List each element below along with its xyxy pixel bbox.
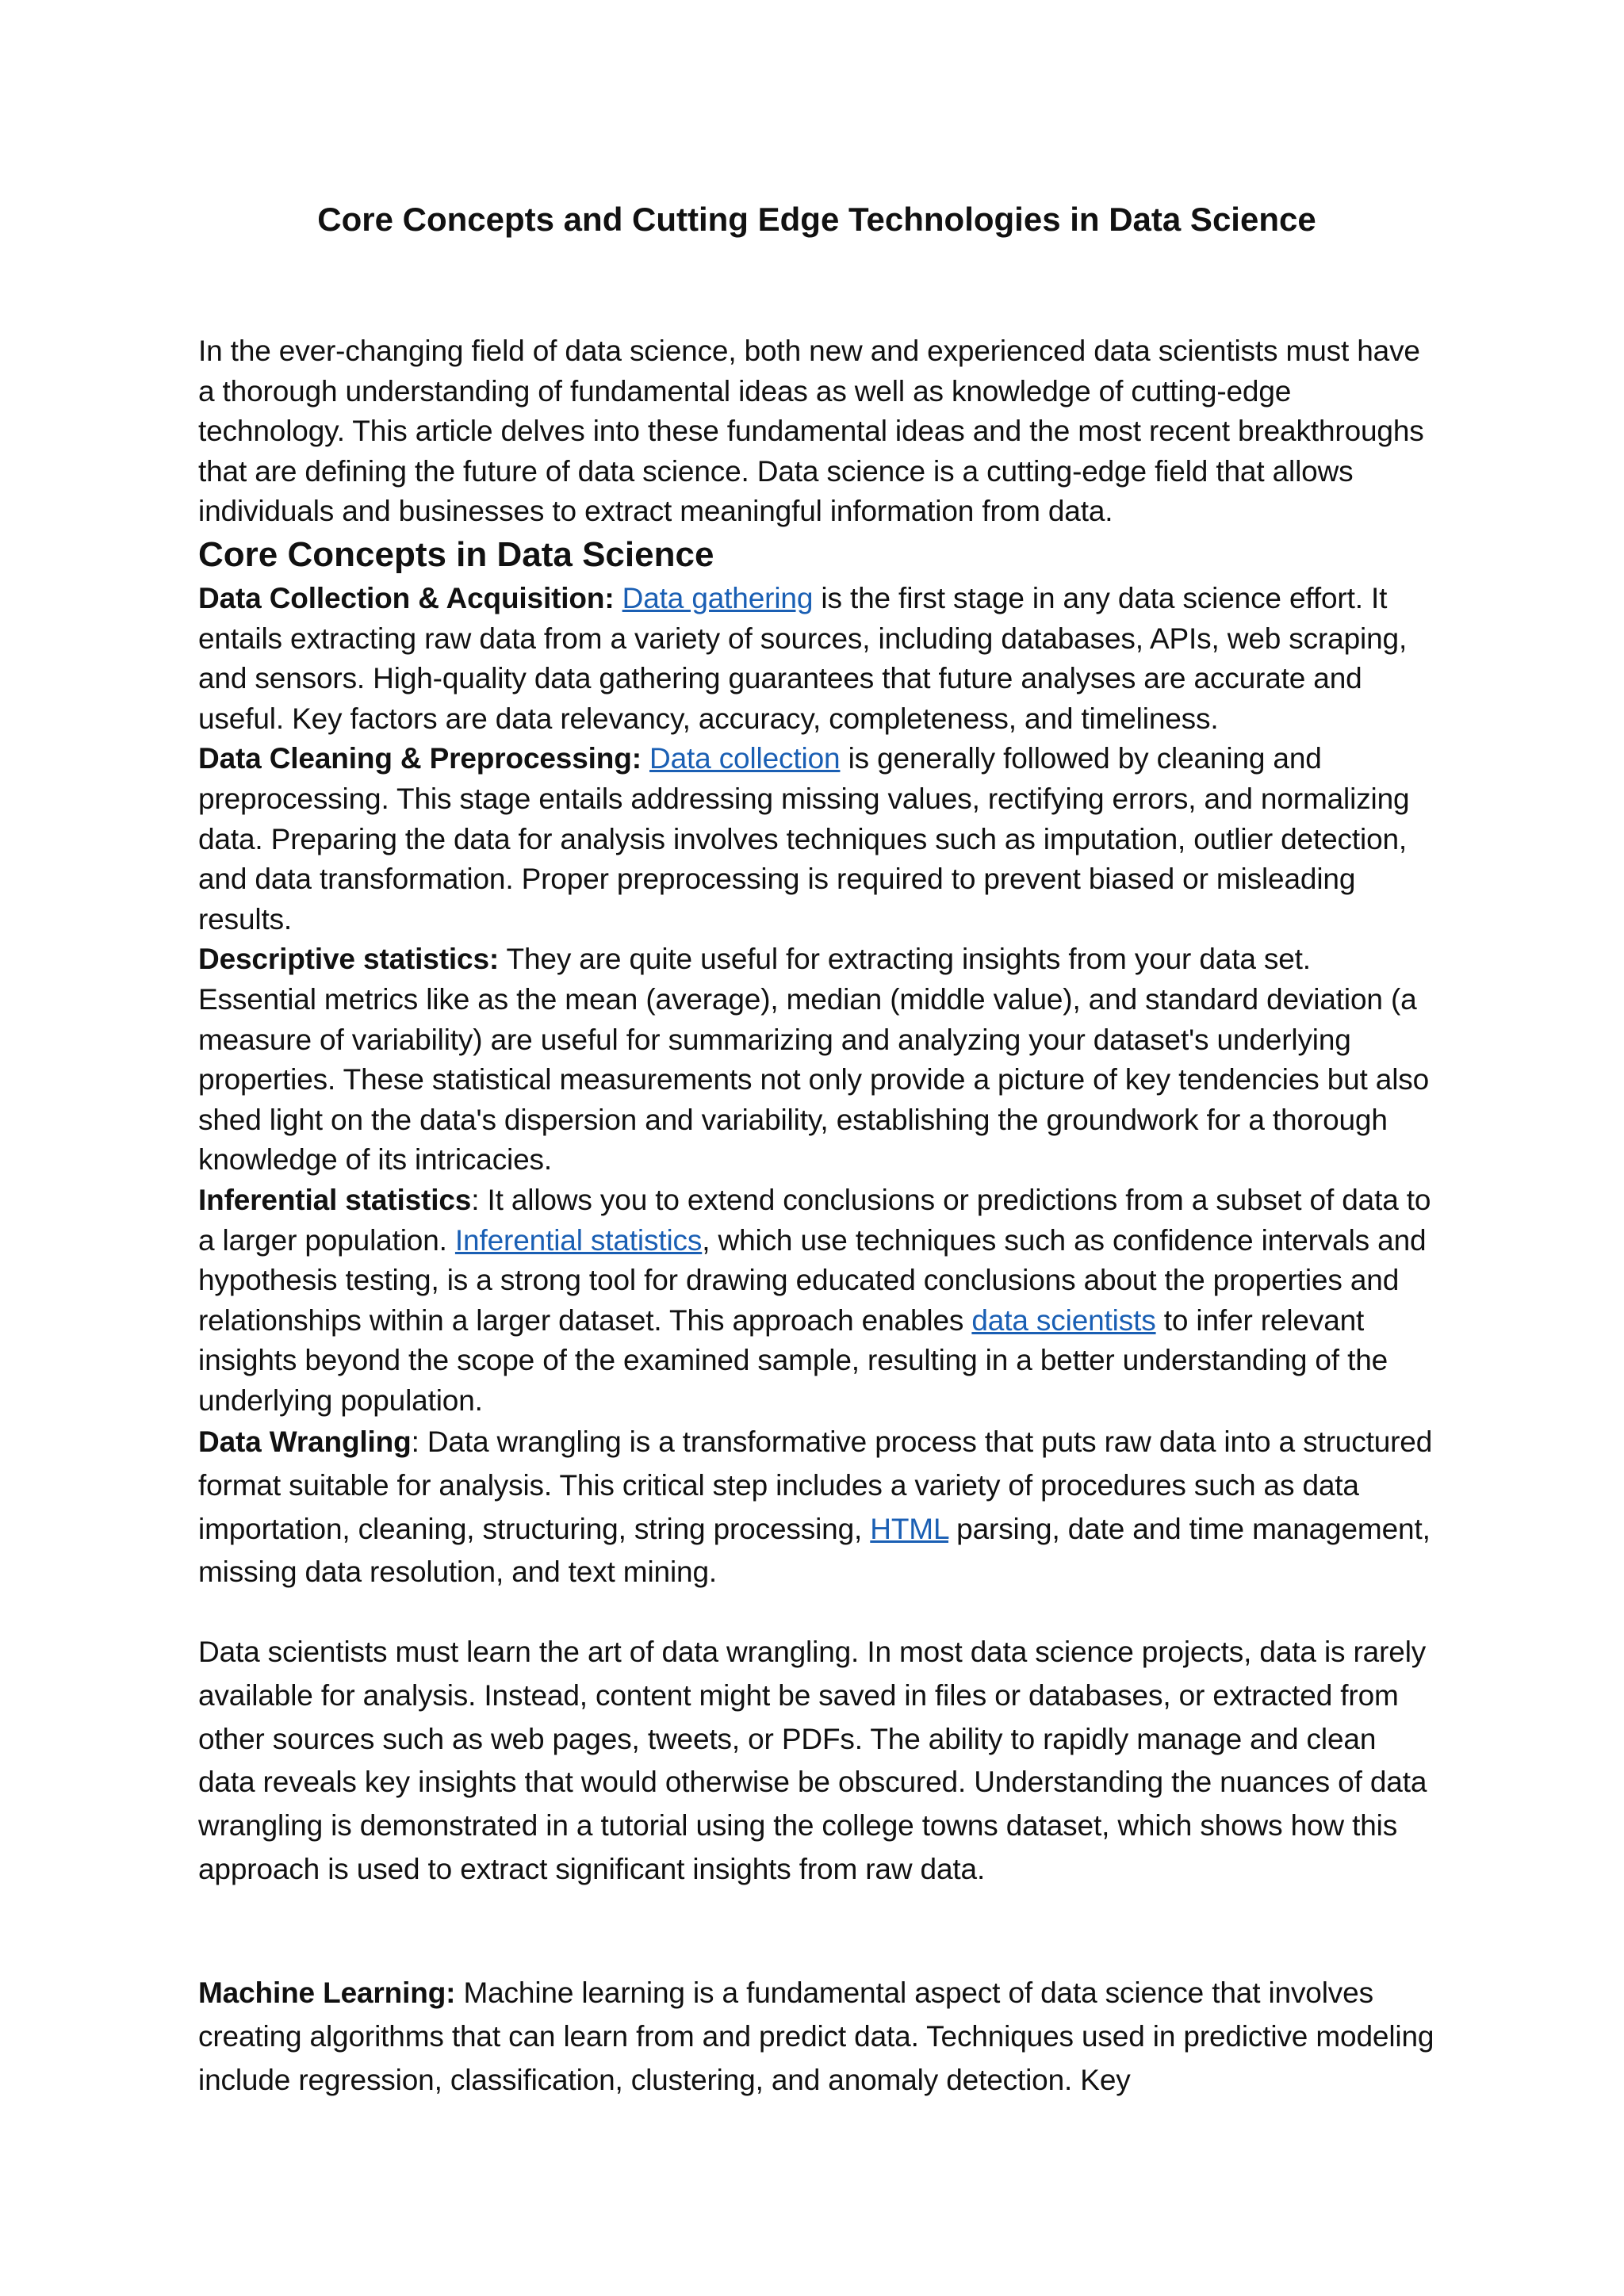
link-data-collection[interactable]: Data collection: [649, 742, 841, 775]
paragraph-wrangling-followup: Data scientists must learn the art of data wrangling. In most data science projects, data is rarely available for analysis. Instead, content might be saved in files or databases, or extracted from other sources such as web pages, tweets, or PDFs. The ability to rapidly manage and clean data reveals key insights that would otherwise be obscured. Understanding the nuances of data wrangling is demonstrated in a tutorial using the college towns dataset, which shows how this approach is used to extract significant insights from raw data.: [198, 1636, 1427, 1885]
link-html[interactable]: HTML: [870, 1512, 949, 1545]
term-machine-learning: Machine Learning:: [198, 1976, 456, 2009]
section-heading-core-concepts: Core Concepts in Data Science: [198, 535, 714, 574]
paragraph-data-cleaning: [198, 739, 1435, 939]
term-descriptive-statistics: Descriptive statistics:: [198, 943, 500, 976]
term-data-wrangling: Data Wrangling: [198, 1425, 412, 1458]
inferential-text-2: , which use techniques such as confidence intervals and hypothesis testing, is a strong tool for drawing educated conclusions about the properties and relationships within a larger dataset. This approach enables: [198, 1223, 1427, 1337]
paragraph-inferential-statistics: [198, 1181, 1435, 1422]
intro-paragraph: In the ever-changing field of data science, both new and experienced data scientists must have a thorough understanding of fundamental ideas as well as knowledge of cutting-edge technology. This article delves into these fundamental ideas and the most recent breakthroughs that are defining the future of data science. Data science is a cutting-edge field that allows individuals and businesses to extract meaningful information from data.: [198, 335, 1424, 528]
paragraph-data-wrangling: [198, 1421, 1435, 1594]
link-data-gathering[interactable]: Data gathering: [622, 582, 814, 614]
core-concepts-body: [198, 579, 1435, 1421]
term-data-cleaning: Data Cleaning & Preprocessing:: [198, 742, 642, 775]
document-title: Core Concepts and Cutting Edge Technologies in Data Science: [317, 201, 1316, 238]
data-cleaning-text: is generally followed by cleaning and preprocessing. This stage entails addressing missing values, rectifying errors, and normalizing data. Preparing the data for analysis involves techniques such as imputation, outlier detection, and data transformation. Proper preprocessing is required to prevent biased or misleading results.: [198, 742, 1410, 936]
term-data-collection: Data Collection & Acquisition:: [198, 582, 615, 614]
inferential-text-1: : It allows you to extend conclusions or predictions from a subset of data to a larger population.: [198, 1183, 1431, 1257]
data-collection-text: is the first stage in any data science effort. It entails extracting raw data from a variety of sources, including databases, APIs, web scraping, and sensors. High-quality data gathering guarantees that future analyses are accurate and useful. Key factors are data relevancy, accuracy, completeness, and timeliness.: [198, 582, 1408, 735]
link-inferential-statistics[interactable]: Inferential statistics: [454, 1223, 703, 1257]
link-data-scientists[interactable]: data scientists: [971, 1303, 1156, 1337]
machine-learning-text: Machine learning is a fundamental aspect of data science that involves creating algorithms that can learn from and predict data. Techniques used in predictive modeling include regression, classification, clustering, and anomaly detection. Key: [198, 1976, 1434, 2096]
paragraph-data-collection: [198, 579, 1435, 739]
term-inferential-statistics: Inferential statistics: [198, 1183, 472, 1216]
inferential-text-3: to infer relevant insights beyond the scope of the examined sample, resulting in a better understanding of the underlying population.: [198, 1303, 1388, 1417]
wrangling-text-1: : Data wrangling is a transformative process that puts raw data into a structured format suitable for analysis. This critical step includes a variety of procedures such as data importation, cleaning, structuring, string processing,: [198, 1425, 1433, 1545]
descriptive-text: They are quite useful for extracting insights from your data set. Essential metrics like as the mean (average), median (middle value), and standard deviation (a measure of variability) are useful for summarizing and analyzing your dataset's underlying properties. These statistical measurements not only provide a picture of key tendencies but also shed light on the data's dispersion and variability, establishing the groundwork for a thorough knowledge of its intricacies.: [198, 943, 1430, 1177]
paragraph-descriptive-statistics: [198, 939, 1435, 1181]
wrangling-text-2: parsing, date and time management, missing data resolution, and text mining.: [198, 1512, 1431, 1589]
paragraph-machine-learning: [198, 1972, 1435, 2102]
